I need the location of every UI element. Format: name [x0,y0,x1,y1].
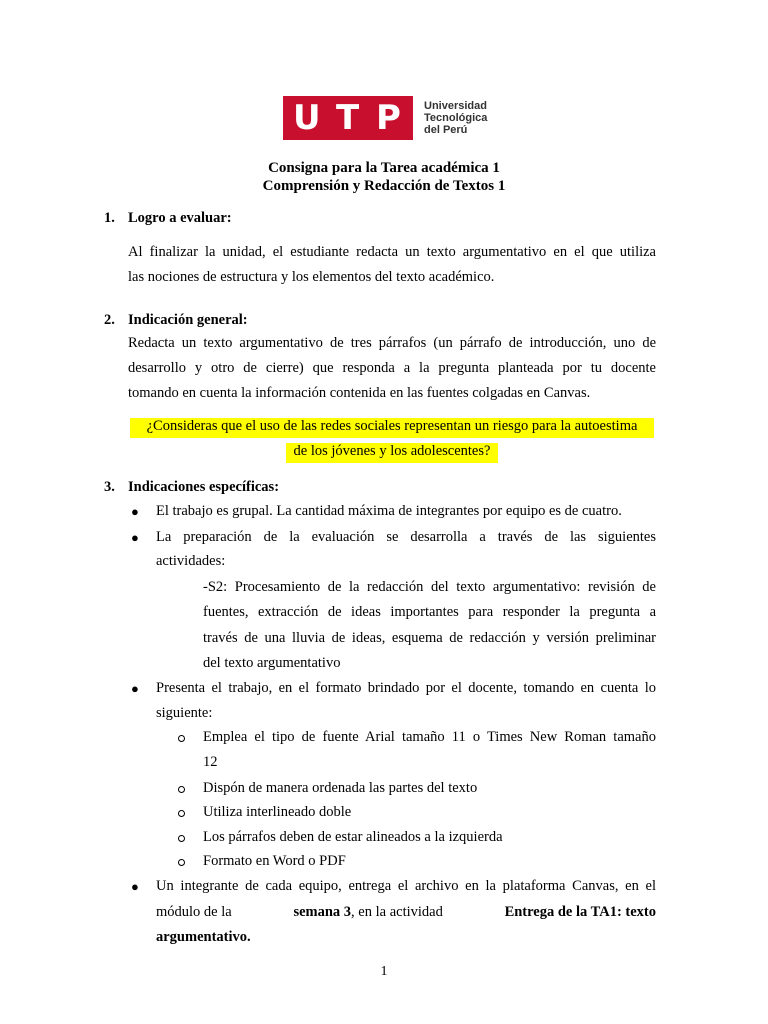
section-2-text-line: Redacta un texto argumentativo de tres párrafos (un párrafo de introducción, uno de [128,335,656,351]
section-1-number: 1. [104,210,115,226]
section-1-text-line: las nociones de estructura y los elementos del texto académico. [128,269,495,285]
activity-s2-line: -S2: Procesamiento de la redacción del texto argumentativo: revisión de [203,579,656,595]
research-question-line: ¿Consideras que el uso de las redes sociales representan un riesgo para la autoestima [146,418,638,434]
sub-bullet-item-cont: 12 [203,754,218,770]
section-2-number: 2. [104,312,115,328]
circle-bullet-icon [178,859,185,866]
document-subtitle: Comprensión y Redacción de Textos 1 [262,178,506,194]
utp-logo-box [283,96,413,140]
sub-bullet-item: Los párrafos deben de estar alineados a la izquierda [203,829,503,845]
bullet-icon: ● [131,879,139,894]
circle-bullet-icon [178,810,185,817]
activity-s2-line: del texto argumentativo [203,655,341,671]
section-3-heading: Indicaciones específicas: [128,479,280,495]
section-2-text-line: tomando en cuenta la información contenida en las fuentes colgadas en Canvas. [128,385,591,401]
logo-letter-u: U [293,98,321,138]
circle-bullet-icon [178,786,185,793]
bullet-icon: ● [131,530,139,545]
utp-logo [283,96,488,140]
circle-bullet-icon [178,735,185,742]
document-title: Consigna para la Tarea académica 1 [268,160,500,176]
text-segment: módulo de la [156,904,232,920]
week-emphasis: semana 3 [293,904,352,920]
bullet-item-line: La preparación de la evaluación se desarrolla a través de las siguientes [156,529,656,545]
section-1-text-line: Al finalizar la unidad, el estudiante redacta un texto argumentativo en el que utiliza [128,244,656,260]
logo-university-name: Universidad Tecnológica del Perú [424,100,488,136]
bullet-icon: ● [131,681,139,696]
bullet-item-line: Presenta el trabajo, en el formato brindado por el docente, tomando en cuenta lo [156,680,656,696]
research-question-line: de los jóvenes y los adolescentes? [293,443,491,459]
sub-bullet-item: Emplea el tipo de fuente Arial tamaño 11 o Times New Roman tamaño [203,729,656,745]
bullet-item-line: siguiente: [156,705,213,721]
activity-s2-line: fuentes, extracción de ideas importantes para responder la pregunta a [203,604,656,620]
logo-letter-t: T [336,98,360,138]
bullet-item-line: actividades: [156,553,226,569]
section-1-heading: Logro a evaluar: [128,210,232,226]
circle-bullet-icon [178,835,185,842]
section-2-heading: Indicación general: [128,312,248,328]
bullet-item: El trabajo es grupal. La cantidad máxima de integrantes por equipo es de cuatro. [156,503,622,519]
bullet-icon: ● [131,504,139,519]
bullet-item-line [156,904,656,921]
page-number: 1 [380,964,388,979]
sub-bullet-item: Utiliza interlineado doble [203,804,352,820]
activity-name-emphasis: Entrega de la TA1: texto [504,904,656,920]
activity-name-emphasis: argumentativo. [156,929,251,945]
activity-s2-line: través de una lluvia de ideas, esquema de redacción y versión preliminar [203,630,656,646]
text-segment: , en la actividad [351,904,443,920]
section-3-number: 3. [104,479,115,495]
logo-letter-p: P [376,98,401,138]
sub-bullet-item: Formato en Word o PDF [203,853,346,869]
bullet-item-line: Un integrante de cada equipo, entrega el archivo en la plataforma Canvas, en el [156,878,656,894]
sub-bullet-item: Dispón de manera ordenada las partes del texto [203,780,478,796]
section-2-text-line: desarrollo y otro de cierre) que responda a la pregunta planteada por tu docente [128,360,656,376]
